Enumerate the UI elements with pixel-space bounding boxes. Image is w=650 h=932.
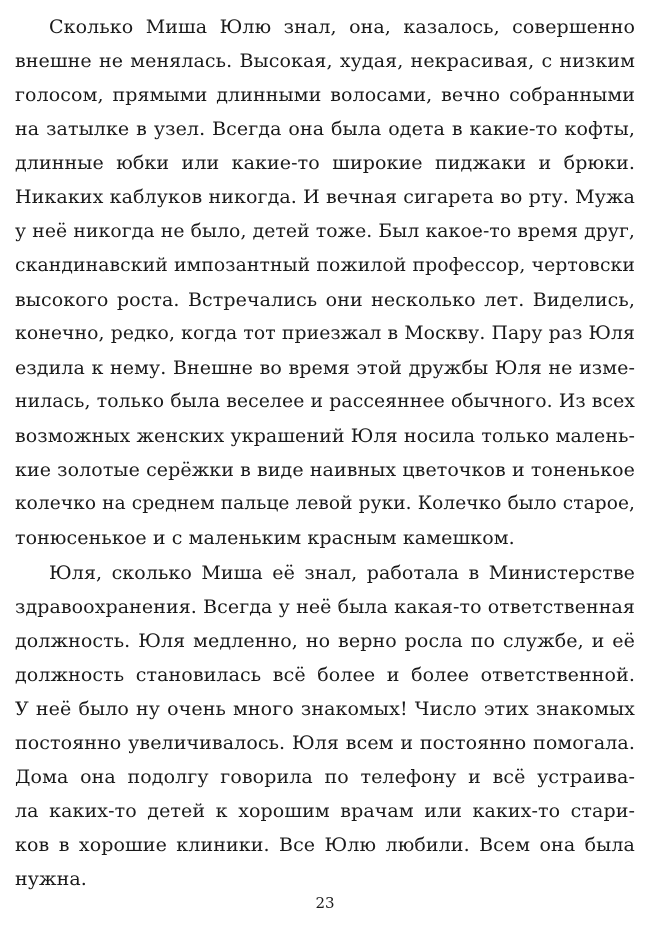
text-line: возможных женских украшений Юля носила только малень- — [15, 425, 635, 448]
text-line: длинные юбки или какие-то широкие пиджаки и брюки. — [15, 152, 635, 175]
text-line: ла каких-то детей к хорошим врачам или каких-то стари- — [15, 800, 635, 823]
paragraph-2 — [15, 556, 635, 897]
text-line: здравоохранения. Всегда у неё была какая-то ответственная — [15, 595, 635, 618]
text-line: кие золотые серёжки в виде наивных цветочков и тоненькое — [15, 459, 635, 482]
text-line: нужна. — [15, 868, 87, 891]
text-line: у неё никогда не было, детей тоже. Был какое-то время друг, — [15, 220, 635, 242]
text-line: Юля, сколько Миша её знал, работала в Министерстве — [49, 561, 635, 584]
text-line: высокого роста. Встречались они несколько лет. Виделись, — [15, 288, 635, 311]
text-line: Никаких каблуков никогда. И вечная сигарета во рту. Мужа — [15, 186, 635, 209]
body-text — [15, 10, 635, 896]
text-line: голосом, прямыми длинными волосами, вечно собранными — [15, 84, 635, 107]
paragraph-1 — [15, 10, 635, 556]
text-line: тонюсенькое и с маленьким красным камешком. — [15, 527, 515, 550]
text-line: У неё было ну очень много знакомых! Число этих знакомых — [15, 697, 635, 720]
text-line: Сколько Миша Юлю знал, она, казалось, совершенно — [49, 16, 635, 38]
text-line: должность становилась всё более и более ответственной. — [15, 663, 635, 686]
text-line: колечко на среднем пальце левой руки. Колечко было старое, — [15, 493, 635, 515]
text-line: ков в хорошие клиники. Все Юлю любили. Всем она была — [15, 834, 635, 857]
text-line: ездила к нему. Внешне во время этой дружбы Юля не изме- — [15, 356, 635, 379]
text-line: на затылке в узел. Всегда она была одета в какие-то кофты, — [15, 118, 635, 141]
text-line: постоянно увеличивалось. Юля всем и постоянно помогала. — [15, 731, 635, 754]
text-line: должность. Юля медленно, но верно росла по службе, и её — [15, 629, 635, 652]
text-line: скандинавский импозантный пожилой профессор, чертовски — [15, 254, 635, 276]
text-line: нилась, только была веселее и рассеяннее обычного. Из всех — [15, 391, 635, 413]
text-line: внешне не менялась. Высокая, худая, некрасивая, с низким — [15, 50, 635, 73]
page-number: 23 — [315, 894, 335, 912]
text-line: конечно, редко, когда тот приезжал в Москву. Пару раз Юля — [15, 322, 635, 344]
text-line: Дома она подолгу говорила по телефону и всё устраива- — [15, 766, 635, 789]
